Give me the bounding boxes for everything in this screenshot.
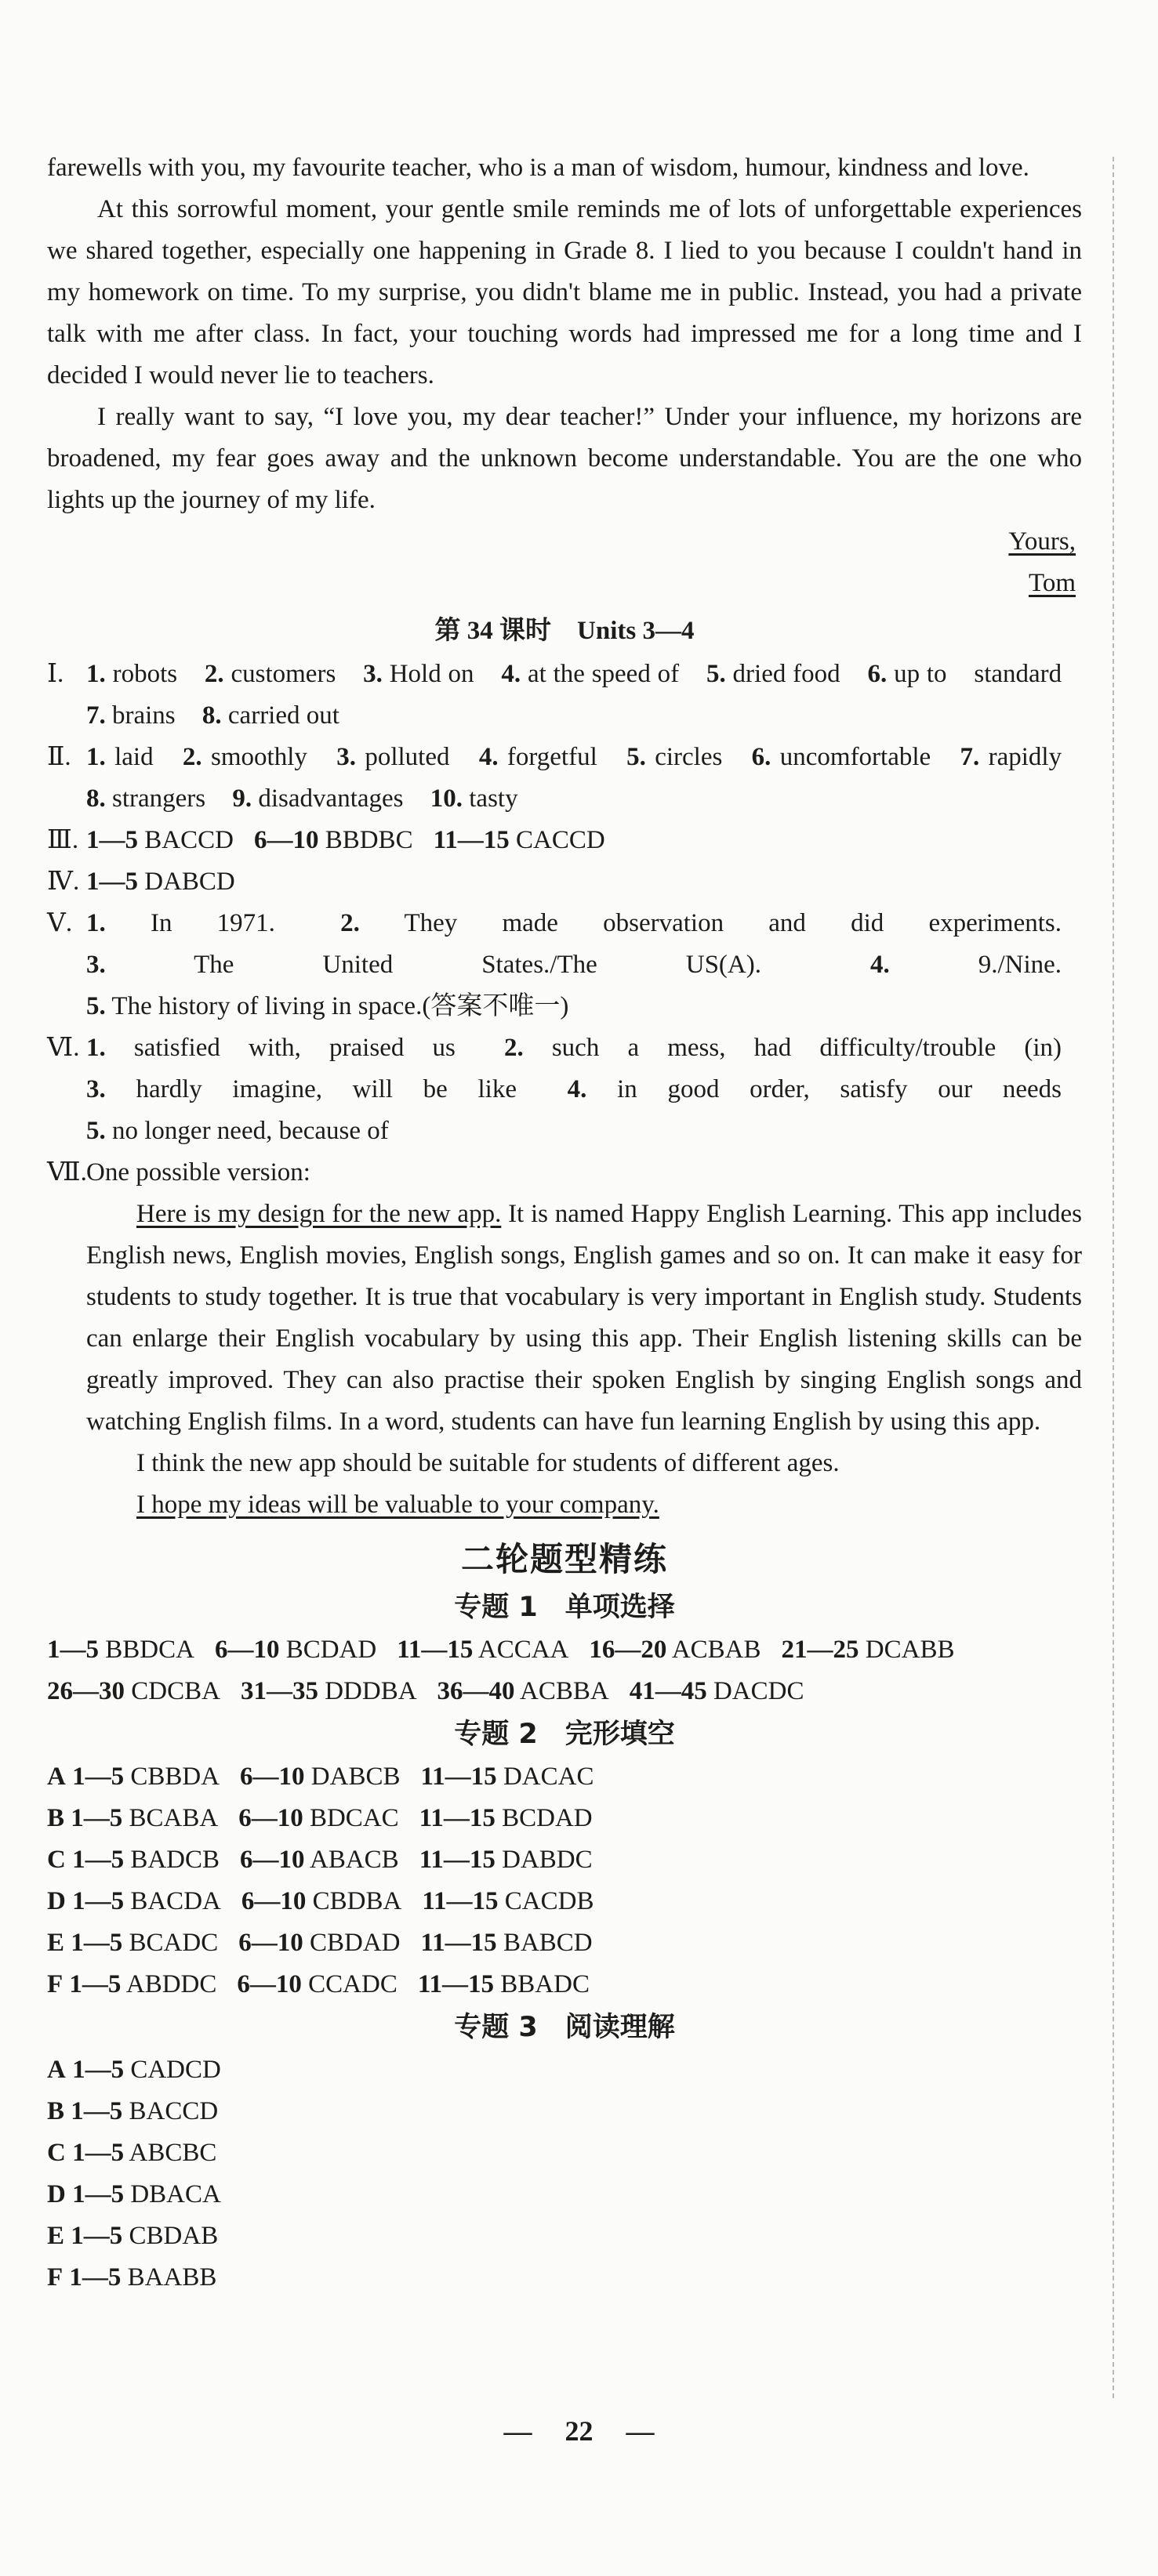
- answer-number: 4.: [869, 951, 890, 979]
- topic-2-answers: [47, 1756, 1082, 2005]
- passage-row: [47, 1839, 1082, 1881]
- answer-item: [974, 660, 1062, 688]
- answer-text: brains: [112, 701, 176, 730]
- answer-key: BABCD: [503, 1929, 593, 1957]
- answer-key: BACCD: [144, 826, 234, 854]
- answer-group: [421, 1929, 593, 1957]
- passage-row: [47, 1756, 1082, 1798]
- answer-range: 1—5: [71, 2097, 123, 2125]
- answer-item: [568, 1075, 1062, 1103]
- answer-group: [437, 1677, 609, 1705]
- answer-key: DACAC: [503, 1763, 594, 1791]
- answer-text: uncomfortable: [779, 743, 931, 771]
- answer-range: 6—10: [253, 826, 319, 854]
- answer-text: at the speed of: [527, 660, 680, 688]
- binding-dashed-line: [1113, 157, 1114, 2398]
- section-6-mark: Ⅵ.: [47, 1034, 80, 1062]
- answer-key: CBDBA: [312, 1887, 402, 1915]
- answer-number: 2.: [182, 743, 202, 771]
- answer-range: 1—5: [71, 1804, 123, 1832]
- answer-range: 1—5: [69, 1970, 122, 1998]
- answer-key: BCABA: [129, 1804, 219, 1832]
- answer-number: 3.: [336, 743, 356, 771]
- passage-letter: B: [47, 1804, 65, 1832]
- answer-key: BBDBC: [325, 826, 413, 854]
- passage-letter: D: [47, 1887, 66, 1915]
- answer-range: 6—10: [214, 1636, 280, 1664]
- answer-group: [589, 1636, 761, 1664]
- passage-row: [47, 2216, 1082, 2257]
- passage-row: [47, 2257, 1082, 2299]
- answer-range: 6—10: [237, 1970, 302, 1998]
- letter-closing: Yours,: [1008, 527, 1076, 556]
- section-1-answers: [86, 654, 1082, 737]
- answer-number: 9.: [232, 784, 252, 813]
- section-5: [47, 903, 1082, 1027]
- answer-item: [202, 701, 339, 730]
- answer-range: 11—15: [397, 1636, 474, 1664]
- answer-number: 3.: [363, 660, 383, 688]
- section-2: [47, 737, 1082, 820]
- section-4: [47, 861, 1082, 903]
- answer-number: 8.: [86, 784, 106, 813]
- answer-row: [47, 1629, 1082, 1671]
- answer-item: [340, 909, 1062, 937]
- section-4-answers: [86, 861, 1082, 903]
- answer-key: DABCD: [144, 868, 235, 896]
- answer-number: 2.: [340, 909, 360, 937]
- answer-range: 11—15: [433, 826, 510, 854]
- answer-item: [363, 660, 474, 688]
- section-1-mark: Ⅰ.: [47, 660, 64, 688]
- answer-range: 1—5: [72, 2139, 125, 2167]
- answer-group: [47, 1677, 220, 1705]
- page-number-dash-right: —: [626, 2415, 655, 2447]
- answer-text: carried out: [227, 701, 339, 730]
- answer-group: [72, 1763, 220, 1791]
- answer-item: [86, 784, 205, 813]
- answer-key: CADCD: [130, 2056, 221, 2084]
- answer-group: [434, 826, 605, 854]
- section-7-essay: [86, 1152, 1082, 1526]
- answer-group: [421, 1763, 594, 1791]
- passage-letter: B: [47, 2097, 65, 2125]
- answer-group: [72, 1887, 221, 1915]
- answer-group: [237, 1970, 397, 1998]
- answer-key: CBBDA: [130, 1763, 220, 1791]
- answer-text: forgetful: [506, 743, 597, 771]
- answer-key: CACCD: [516, 826, 605, 854]
- passage-letter: D: [47, 2180, 66, 2208]
- page-number-dash-left: —: [503, 2415, 532, 2447]
- answer-item: [867, 660, 946, 688]
- passage-row: [47, 1922, 1082, 1964]
- essay-paragraph-1: [86, 1194, 1082, 1443]
- answer-range: 1—5: [72, 1763, 125, 1791]
- answer-range: 1—5: [86, 868, 138, 896]
- section-2-mark: Ⅱ.: [47, 743, 71, 771]
- passage-letter: A: [47, 1763, 66, 1791]
- answer-number: 2.: [204, 660, 224, 688]
- answer-range: 6—10: [238, 1929, 303, 1957]
- answer-group: [71, 1804, 218, 1832]
- answer-key: CCADC: [308, 1970, 397, 1998]
- answer-group: [86, 826, 234, 854]
- page-number: [0, 2411, 1158, 2452]
- answer-number: 4.: [478, 743, 499, 771]
- answer-group: [630, 1677, 804, 1705]
- answer-item: [960, 743, 1062, 771]
- answer-number: 10.: [430, 784, 463, 813]
- answer-key: BDCAC: [309, 1804, 399, 1832]
- answer-number: 7.: [86, 701, 106, 730]
- answer-key: ABACB: [309, 1846, 399, 1874]
- passage-letter: C: [47, 2139, 66, 2167]
- passage-row: [47, 2174, 1082, 2216]
- answer-range: 11—15: [417, 1970, 495, 1998]
- answer-range: 1—5: [72, 1846, 125, 1874]
- answer-key: CBDAD: [309, 1929, 401, 1957]
- practice-title: 二轮题型精练: [460, 1540, 668, 1578]
- answer-item: [183, 743, 307, 771]
- answer-range: 6—10: [238, 1804, 303, 1832]
- answer-range: 1—5: [69, 2263, 122, 2292]
- answer-item: [501, 660, 679, 688]
- answer-item: [336, 743, 449, 771]
- answer-key: DABCB: [310, 1763, 401, 1791]
- answer-text: in good order, satisfy our needs: [617, 1075, 1062, 1103]
- answer-text: tasty: [469, 784, 518, 813]
- answer-range: 1—5: [71, 1929, 123, 1957]
- answer-text: satisfied with, praised us: [133, 1034, 456, 1062]
- answer-text: disadvantages: [258, 784, 404, 813]
- letter-paragraph-3: I really want to say, “I love you, my dear teacher!” Under your influence, my horizons are broadened, my fear goes away and the unknown become understandable. You are the one who lights up the journey of my life.: [47, 403, 1082, 514]
- answer-range: 16—20: [589, 1636, 667, 1664]
- answer-key: BCADC: [129, 1929, 219, 1957]
- letter: [47, 147, 1082, 604]
- answer-key: BACCD: [129, 2097, 219, 2125]
- page-number-value: 22: [564, 2415, 594, 2447]
- passage-row: [47, 1798, 1082, 1839]
- answer-group: [397, 1636, 568, 1664]
- section-3-answers: [86, 820, 1082, 861]
- section-3: [47, 820, 1082, 861]
- section-7-mark: Ⅶ.: [47, 1158, 87, 1187]
- answer-text: laid: [114, 743, 154, 771]
- answer-item: [86, 701, 176, 730]
- essay-topic-sentence: Here is my design for the new app.: [136, 1200, 502, 1228]
- answer-group: [72, 1846, 220, 1874]
- answer-number: 1.: [86, 1034, 106, 1062]
- page-content: [47, 147, 1082, 2299]
- answer-text: polluted: [365, 743, 450, 771]
- answer-text: Hold on: [389, 660, 474, 688]
- answer-group: [240, 1763, 400, 1791]
- answer-key: CDCBA: [131, 1677, 220, 1705]
- answer-number: 5.: [86, 1117, 106, 1145]
- answer-range: 11—15: [420, 1763, 497, 1791]
- answer-range: 6—10: [240, 1846, 305, 1874]
- passage-row: [47, 2091, 1082, 2132]
- answer-text: standard: [974, 660, 1062, 688]
- passage-letter: F: [47, 1970, 64, 1998]
- section-5-mark: Ⅴ.: [47, 909, 73, 937]
- answer-number: 5.: [86, 992, 106, 1020]
- essay-paragraph-1-body: It is named Happy English Learning. This app includes English news, English movies, English songs, English games and so on. It can make it easy for students to study together. It is true that vocabulary is very important in English study. Students can enlarge their English vocabulary by using this app. Their English listening skills can be greatly improved. They can also practise their spoken English by singing English songs and watching English films. In a word, students can have fun learning English by using this app.: [86, 1200, 1083, 1436]
- topic-3-answers: [47, 2049, 1082, 2299]
- answer-range: 1—5: [86, 826, 138, 854]
- answer-text: rapidly: [988, 743, 1062, 771]
- section-6-answers: [86, 1027, 1082, 1152]
- answer-group: [782, 1636, 955, 1664]
- section-5-answers: [86, 903, 1082, 1027]
- answer-number: 7.: [960, 743, 980, 771]
- passage-letter: A: [47, 2056, 66, 2084]
- essay-closing-sentence: I hope my ideas will be valuable to your company.: [136, 1491, 659, 1519]
- topic-2-title: 专题 2 完形填空: [454, 1719, 675, 1750]
- topic-3-title: 专题 3 阅读理解: [454, 2012, 675, 2043]
- answer-number: 4.: [501, 660, 521, 688]
- answer-key: ACCAA: [477, 1636, 569, 1664]
- answer-range: 1—5: [71, 2222, 123, 2250]
- answer-group: [86, 868, 235, 896]
- answer-text: up to: [894, 660, 947, 688]
- section-3-mark: Ⅲ.: [47, 826, 79, 854]
- answer-group: [422, 1887, 594, 1915]
- answer-range: 1—5: [72, 1887, 125, 1915]
- answer-group: [241, 1887, 401, 1915]
- answer-item: [479, 743, 597, 771]
- letter-paragraph-2: At this sorrowful moment, your gentle smile reminds me of lots of unforgettable experiences we shared together, especially one happening in Grade 8. I lied to you because I couldn't hand in my homework on time. To my surprise, you didn't blame me in public. Instead, you had a private talk with me after class. In fact, your touching words had impressed me for a long time and I decided I would never lie to teachers.: [47, 195, 1082, 389]
- answer-key: BCDAD: [285, 1636, 377, 1664]
- answer-text: strangers: [112, 784, 206, 813]
- answer-row: [47, 1671, 1082, 1712]
- answer-group: [254, 826, 413, 854]
- answer-range: 1—5: [47, 1636, 99, 1664]
- topic-1-title: 专题 1 单项选择: [454, 1592, 675, 1623]
- answer-group: [47, 1636, 194, 1664]
- answer-group: [419, 1846, 593, 1874]
- lesson-34-title: 第 34 课时 Units 3—4: [434, 617, 695, 645]
- answer-range: 21—25: [781, 1636, 859, 1664]
- passage-row: [47, 1881, 1082, 1922]
- answer-key: BADCB: [130, 1846, 220, 1874]
- passage-row: [47, 2049, 1082, 2091]
- answer-group: [238, 1804, 398, 1832]
- answer-item: [86, 992, 568, 1020]
- passage-row: [47, 1964, 1082, 2005]
- essay-intro: One possible version:: [86, 1158, 310, 1187]
- answer-range: 1—5: [72, 2056, 125, 2084]
- answer-item: [86, 1117, 389, 1145]
- answer-item: [205, 660, 336, 688]
- answer-item: [706, 660, 840, 688]
- answer-text: hardly imagine, will be like: [136, 1075, 517, 1103]
- answer-text: smoothly: [211, 743, 307, 771]
- answer-range: 26—30: [47, 1677, 125, 1705]
- answer-text: dried food: [732, 660, 840, 688]
- answer-item: [504, 1034, 1062, 1062]
- answer-number: 5.: [626, 743, 646, 771]
- answer-text: The history of living in space.(答案不唯一): [111, 992, 569, 1020]
- answer-number: 3.: [86, 951, 106, 979]
- essay-paragraph-3: [86, 1484, 1082, 1526]
- answer-number: 8.: [201, 701, 222, 730]
- answer-group: [240, 1846, 399, 1874]
- answer-range: 11—15: [419, 1846, 496, 1874]
- answer-group: [418, 1970, 590, 1998]
- answer-range: 1—5: [72, 2180, 125, 2208]
- answer-group: [71, 1929, 218, 1957]
- answer-range: 11—15: [419, 1804, 496, 1832]
- answer-key: ACBAB: [671, 1636, 761, 1664]
- answer-number: 3.: [86, 1075, 106, 1103]
- letter-signature: Tom: [1028, 569, 1076, 597]
- passage-letter: C: [47, 1846, 66, 1874]
- answer-item: [430, 784, 518, 813]
- answer-range: 31—35: [240, 1677, 318, 1705]
- answer-number: 6.: [751, 743, 771, 771]
- answer-number: 1.: [86, 909, 106, 937]
- answer-item: [752, 743, 931, 771]
- answer-key: DACDC: [713, 1677, 804, 1705]
- answer-key: ACBBA: [519, 1677, 609, 1705]
- answer-range: 41—45: [629, 1677, 707, 1705]
- passage-row: [47, 2132, 1082, 2174]
- answer-item: [232, 784, 403, 813]
- section-6: [47, 1027, 1082, 1152]
- answer-range: 6—10: [241, 1887, 307, 1915]
- passage-letter: E: [47, 1929, 65, 1957]
- section-2-answers: [86, 737, 1082, 820]
- answer-text: such a mess, had difficulty/trouble (in): [551, 1034, 1062, 1062]
- section-7: [47, 1152, 1082, 1526]
- answer-number: 1.: [86, 743, 106, 771]
- answer-key: BACDA: [130, 1887, 221, 1915]
- answer-key: DDDBA: [325, 1677, 417, 1705]
- answer-item: [626, 743, 722, 771]
- answer-text: 9./Nine.: [978, 951, 1062, 979]
- answer-group: [238, 1929, 400, 1957]
- answer-item: [86, 660, 177, 688]
- answer-key: DABDC: [502, 1846, 593, 1874]
- answer-item: [86, 1034, 456, 1062]
- answer-number: 2.: [503, 1034, 524, 1062]
- section-1: [47, 654, 1082, 737]
- answer-key: CBDAB: [129, 2222, 219, 2250]
- passage-letter: E: [47, 2222, 65, 2250]
- answer-number: 1.: [86, 660, 106, 688]
- answer-group: [215, 1636, 376, 1664]
- answer-group: [419, 1804, 593, 1832]
- answer-text: no longer need, because of: [112, 1117, 389, 1145]
- answer-key: BAABB: [127, 2263, 217, 2292]
- answer-range: 6—10: [240, 1763, 305, 1791]
- answer-key: BCDAD: [502, 1804, 593, 1832]
- passage-letter: F: [47, 2263, 64, 2292]
- answer-text: robots: [112, 660, 178, 688]
- answer-text: In 1971.: [150, 909, 275, 937]
- answer-range: 11—15: [420, 1929, 497, 1957]
- answer-key: DCABB: [865, 1636, 955, 1664]
- answer-range: 36—40: [437, 1677, 515, 1705]
- answer-item: [86, 951, 761, 979]
- answer-key: BBDCA: [105, 1636, 194, 1664]
- answer-number: 4.: [567, 1075, 587, 1103]
- answer-item: [86, 1075, 517, 1103]
- answer-range: 11—15: [422, 1887, 499, 1915]
- answer-key: DBACA: [130, 2180, 221, 2208]
- answer-text: circles: [655, 743, 723, 771]
- answer-group: [241, 1677, 417, 1705]
- answer-number: 5.: [706, 660, 726, 688]
- letter-paragraph-1: farewells with you, my favourite teacher, who is a man of wisdom, humour, kindness and love.: [47, 154, 1029, 182]
- answer-item: [86, 743, 154, 771]
- answer-item: [86, 909, 275, 937]
- answer-text: The United States./The US(A).: [194, 951, 761, 979]
- answer-text: customers: [231, 660, 336, 688]
- answer-group: [69, 1970, 216, 1998]
- answer-item: [870, 951, 1062, 979]
- essay-paragraph-2: I think the new app should be suitable for students of different ages.: [136, 1449, 840, 1477]
- answer-number: 6.: [867, 660, 888, 688]
- answer-text: They made observation and did experiments.: [404, 909, 1062, 937]
- answer-key: ABCBC: [129, 2139, 217, 2167]
- answer-key: BBADC: [500, 1970, 590, 1998]
- answer-key: CACDB: [504, 1887, 594, 1915]
- section-4-mark: Ⅳ.: [47, 868, 80, 896]
- answer-key: ABDDC: [125, 1970, 217, 1998]
- topic-1-answers: [47, 1629, 1082, 1712]
